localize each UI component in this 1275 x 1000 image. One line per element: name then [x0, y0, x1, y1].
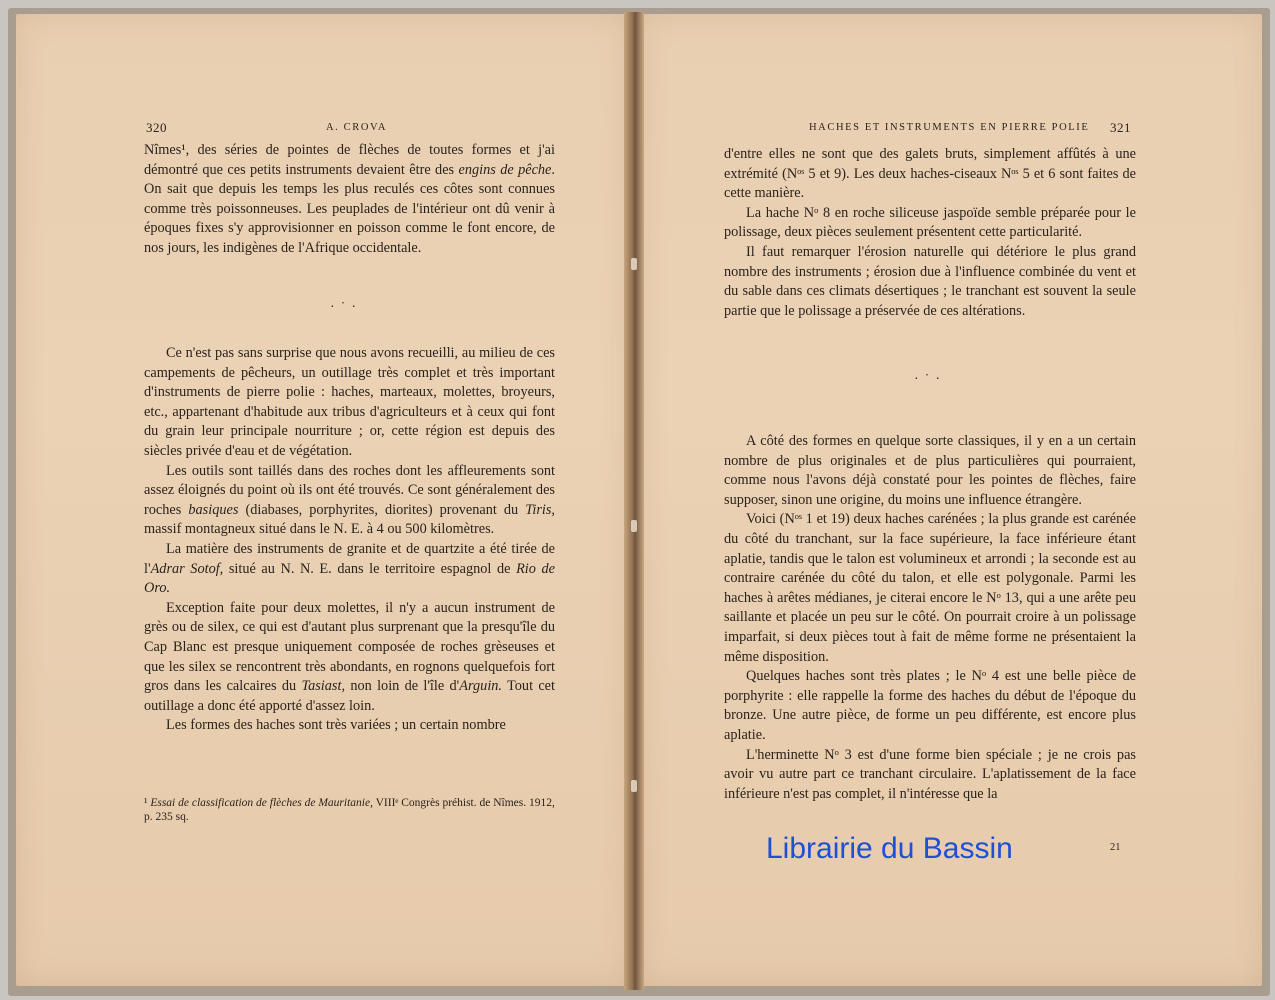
signature-mark: 21: [1110, 842, 1121, 853]
text-run: massif montagneux situé dans le N. E. à 4 ou 500 kilomètres.: [144, 521, 495, 538]
text-run: Ce n'est pas sans surprise que nous avons recueilli, au milieu de ces campements de pêcheurs, un outillage très complet et très important d'instruments de pierre polie : haches, marteaux, molettes, broyeurs, etc., appartenant d'habitude aux tribus d'agriculteurs et à ceux qui font du grain leur principale nourriture ; or, cette région est depuis des siècles privée d'eau et de végétation.: [144, 345, 555, 459]
watermark-text: Librairie du Bassin: [766, 832, 1013, 865]
book-gutter: [624, 12, 644, 990]
text-run: VIIIᵉ Congrès préhist. de Nîmes. 1912, p. 235 sq.: [144, 797, 555, 823]
left-text-main: [144, 344, 555, 736]
right-running-title: HACHES ET INSTRUMENTS EN PIERRE POLIE: [809, 122, 1090, 133]
paragraph: [144, 716, 555, 736]
paragraph: [144, 599, 555, 717]
paragraph: [724, 243, 1136, 321]
text-run: Exception faite pour deux molettes, il n'y a aucun instrument de grès ou de silex, ce qui est d'autant plus surprenant que la presqu'île du Cap Blanc est presque uniquement composée de roches grèseuses et que les silex se rencontrent très abondants, en rognons quelquefois fort gros dans les calcaires du: [144, 599, 555, 695]
italic-text: Rio de Oro.: [144, 560, 555, 597]
paragraph: [724, 432, 1136, 510]
text-run: L'herminette Nᵒ 3 est d'une forme bien spéciale ; je ne crois pas avoir vu autre part ce tranchant circulaire. L'aplatissement de la face inférieure n'est pas complet, il n'intéresse que la: [724, 746, 1136, 802]
italic-text: Arguin.: [459, 678, 503, 695]
binding-stitch: [631, 780, 637, 792]
left-section-break: ·˙·: [330, 300, 362, 315]
text-run: La hache Nᵒ 8 en roche siliceuse jaspoïde semble préparée pour le polissage, deux pièces seulement présentent cette particularité.: [724, 204, 1136, 241]
text-run: Voici (Nᵒˢ 1 et 19) deux haches carénées ; la plus grande est carénée du côté du tranchant, sur la face supérieure, la face inférieure étant aplatie, tandis que le talon est volumineux et arrondi ; la seconde est au contraire carénée du côté du talon, et elle est polygonale. Parmi les haches à arêtes médianes, je citerai encore le Nᵒ 13, qui a une arête peu saillante et placée un peu sur le côté. On pourrait croire à un polissage imparfait, si deux pièces tout à fait de même forme ne présentaient la même disposition.: [724, 511, 1136, 665]
text-run: Tout cet outillage a donc été apporté d'assez loin.: [144, 678, 556, 714]
left-footnote: [144, 796, 555, 824]
italic-text: Adrar Sotof,: [150, 560, 224, 577]
right-text-main: [724, 432, 1136, 804]
text-run: Les outils sont taillés dans des roches dont les affleurements sont assez éloignés du point où ils ont été trouvés. Ce sont généralement des roches: [144, 462, 555, 518]
paragraph: [724, 667, 1136, 745]
right-text-top: [724, 145, 1136, 321]
text-run: (diabases, porphyrites, diorites) provenant du: [238, 501, 526, 518]
paragraph: [724, 746, 1136, 805]
paragraph: [144, 141, 555, 259]
paragraph: [144, 462, 555, 540]
right-page-number: 321: [1110, 120, 1131, 135]
text-run: Nîmes¹, des séries de pointes de flèches de toutes formes et j'ai démontré que ces petits instruments devaient être des: [144, 142, 555, 178]
paragraph: [724, 145, 1136, 204]
right-section-break: ·˙·: [914, 372, 946, 387]
binding-stitch: [631, 520, 637, 532]
paragraph: [144, 344, 555, 462]
text-run: La matière des instruments de granite et de quartzite a été tirée de l': [144, 540, 555, 577]
text-run: d'entre elles ne sont que des galets bruts, simplement affûtés à une extrémité (Nᵒˢ 5 et 9). Les deux haches-ciseaux Nᵒˢ 5 et 6 sont faites de cette manière.: [724, 146, 1136, 202]
text-run: ¹: [144, 797, 151, 809]
italic-text: basiques: [188, 501, 239, 518]
left-text-top: [144, 141, 555, 259]
text-run: Les formes des haches sont très variées ; un certain nombre: [166, 717, 506, 734]
text-run: A côté des formes en quelque sorte classiques, il y en a un certain nombre de plus originales et de plus particulières qui pourraient, comme nous l'avons déjà constaté pour les pointes de flèches, faire supposer, sinon une origine, du moins une influence étrangère.: [724, 433, 1136, 508]
paragraph: [724, 204, 1136, 243]
left-running-title: A. CROVA: [326, 122, 388, 133]
text-run: . On sait que depuis les temps les plus reculés ces côtes sont connues comme très poissonneuses. Les peuplades de l'intérieur ont dû venir à époques fixes s'y approvisionner en poisson comme le font encore, de nos jours, les indigènes de l'Afrique occidentale.: [144, 161, 555, 256]
text-run: Quelques haches sont très plates ; le Nᵒ 4 est une belle pièce de porphyrite : elle rappelle la forme des haches du début de l'époque du bronze. Une autre pièce, de forme un peu différente, est encore plus aplatie.: [724, 668, 1136, 743]
text-run: non loin de l'île d': [345, 678, 460, 695]
italic-text: Tiris,: [525, 501, 556, 518]
italic-text: Tasiast,: [301, 678, 346, 695]
left-page-number: 320: [146, 120, 167, 135]
italic-text: Essai de classification de flèches de Mauritanie,: [150, 797, 373, 809]
text-run: Il faut remarquer l'érosion naturelle qui détériore le plus grand nombre des instruments ; érosion due à l'influence combinée du vent et du sable dans ces climats désertiques ; le tranchant est souvent la seule partie que le polissage a préservée de ces altérations.: [724, 243, 1136, 319]
text-run: situé au N. N. E. dans le territoire espagnol de: [223, 560, 517, 577]
italic-text: engins de pêche: [458, 161, 552, 178]
paragraph: [724, 510, 1136, 667]
binding-stitch: [631, 258, 637, 270]
paragraph: [144, 540, 555, 599]
